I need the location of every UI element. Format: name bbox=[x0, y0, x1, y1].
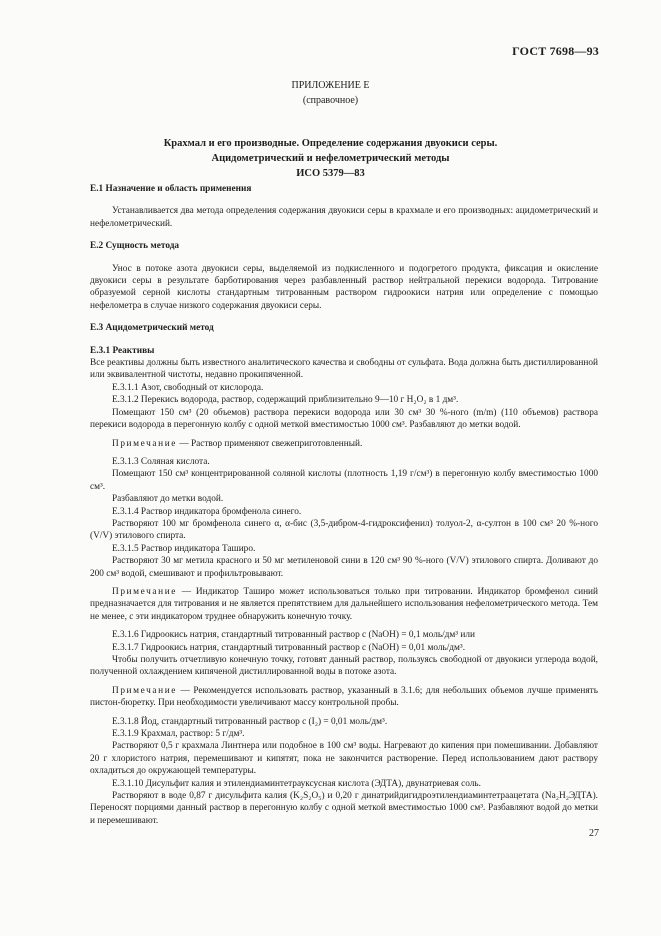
paragraph: Е.3.1.7 Гидроокись натрия, стандартный титрованный раствор c (NaOH) = 0,01 моль/дм³. bbox=[112, 642, 466, 653]
appendix-heading bbox=[0, 78, 661, 108]
paragraph: Растворяют 100 мг бромфенола синего α, α-бис (3,5-дибром-4-гидроксифенил) толуол-2, α-султон в 100 см³ 20 %-ного (V/V) этилового спирта. bbox=[90, 518, 598, 542]
paragraph: Все реактивы должны быть известного аналитического качества и свободны от сульфата. Вода должна быть дистиллированной или эквивалентной чистоты, недавно прокипяченной. bbox=[90, 358, 598, 381]
paragraph: Е.3.1.10 Дисульфит калия и этилендиаминтетрауксусная кислота (ЭДТА), двунатриевая соль. bbox=[112, 778, 481, 789]
title-line-3: ИСО 5379—83 bbox=[296, 168, 365, 179]
note-text: — Рекомендуется использовать раствор, указанный в 3.1.6; для небольших объемов лучше применять пистон-бюретку. При необходимости увеличивают массу контрольной пробы. bbox=[90, 685, 598, 709]
paragraph: Е.3.1.3 Соляная кислота. bbox=[112, 456, 210, 467]
note bbox=[90, 586, 598, 623]
title-line-1: Крахмал и его производные. Определение содержания двуокиси серы. bbox=[163, 138, 498, 149]
standard-number: ГОСТ 7698—93 bbox=[512, 44, 599, 58]
note bbox=[90, 438, 598, 450]
paragraph: Помещают 150 см³ концентрированной соляной кислоты (плотность 1,19 г/см³) в перегонную колбу вместимостью 1000 см³. bbox=[90, 469, 598, 492]
note-label: Примечание bbox=[112, 586, 177, 597]
paragraph: Е.3.1.8 Йод, стандартный титрованный раствор c (I₂) = 0,01 моль/дм³. bbox=[112, 716, 388, 727]
paragraph: Е.3.1.2 Перекись водорода, раствор, содержащий приблизительно 9—10 г H₂O₂ в 1 дм³. bbox=[112, 395, 459, 406]
note-label: Примечание bbox=[112, 685, 177, 696]
note bbox=[90, 685, 598, 710]
subsection-heading-e31: Е.3.1 Реактивы bbox=[90, 345, 155, 356]
paragraph: Растворяют 30 мг метила красного и 50 мг метиленовой сини в 120 см³ 90 %-ного (V/V) этилового спирта. Доливают до 200 см³ водой, смешивают и профильтровывают. bbox=[90, 556, 598, 579]
note-text: — Раствор применяют свежеприготовленный. bbox=[179, 438, 363, 449]
paragraph-e2: Унос в потоке азота двуокиси серы, выделяемой из подкисленного и подогретого продукта, фиксация и окисление двуокиси серы в результате барботирования через разбавленный раствор нейтральной перекиси водорода. Титрование образуемой серной кислоты стандартным титрованным раствором гидроокиси натрия или определение с помощью нефелометра в случае низкого содержания двуокиси серы. bbox=[90, 263, 598, 311]
note-text: — Индикатор Таширо может использоваться только при титровании. Индикатор бромфенол синий предназначается для титрования и не является препятствием для дальнейшего использования нефелометрического метода. Тем не менее, с эти индикатором труднее обнаружить конечную точку. bbox=[90, 586, 598, 622]
document-body bbox=[90, 183, 598, 827]
paragraph: Растворяют в воде 0,87 г дисульфита калия (K₂S₂O₅) и 0,20 г динатрийдигидроэтилендиаминтетраацетата (Na₂H₂ЭДТА). Переносят порциями данный раствор в перегонную колбу с одной меткой вместимостью 1000 см³. Разбавляют водой до метки и перемешивают. bbox=[90, 791, 598, 826]
paragraph: Е.3.1.1 Азот, свободный от кислорода. bbox=[112, 382, 264, 393]
paragraph: Чтобы получить отчетливую конечную точку, готовят данный раствор, пользуясь свободной от двуокиси углерода водой, полученной охлаждением кипяченой дистиллированной воды в потоке азота. bbox=[90, 655, 598, 678]
paragraph: Растворяют 0,5 г крахмала Линтнера или подобное в 100 см³ воды. Нагревают до кипения при помешивании. Добавляют 20 г хлористого натрия, перемешивают и кипятят, пока не закончится растворение. Перед использованием дают раствору охладиться до окружающей температуры. bbox=[90, 741, 598, 777]
paragraph: Разбавляют до метки водой. bbox=[112, 494, 224, 505]
paragraph: Помещают 150 см³ (20 объемов) раствора перекиси водорода или 30 см³ 30 %-ного (m/m) (110 объемов) раствора перекиси водорода в перегонную колбу с одной меткой вместимостью 1000 см³. Разбавляют до метки водой. bbox=[90, 407, 598, 431]
paragraph: Е.3.1.4 Раствор индикатора бромфенола синего. bbox=[112, 506, 302, 517]
paragraph: Е.3.1.5 Раствор индикатора Таширо. bbox=[112, 543, 256, 554]
document-title bbox=[0, 136, 661, 181]
paragraph-e1: Устанавливается два метода определения содержания двуокиси серы в крахмале и его производных: ацидометрический и нефелометрический. bbox=[90, 206, 598, 229]
note-label: Примечание bbox=[112, 438, 177, 449]
appendix-label: ПРИЛОЖЕНИЕ Е bbox=[291, 80, 370, 91]
section-heading-e3: Е.3 Ацидометрический метод bbox=[90, 323, 214, 334]
section-heading-e2: Е.2 Сущность метода bbox=[90, 241, 180, 252]
paragraph: Е.3.1.9 Крахмал, раствор: 5 г/дм³. bbox=[112, 729, 245, 740]
title-line-2: Ацидометрический и нефелометрический методы bbox=[211, 153, 450, 164]
section-heading-e1: Е.1 Назначение и область применения bbox=[90, 184, 252, 194]
appendix-note: (справочное) bbox=[302, 95, 359, 106]
paragraph: Е.3.1.6 Гидроокись натрия, стандартный титрованный раствор c (NaOH) = 0,1 моль/дм³ или bbox=[112, 630, 475, 641]
page-number: 27 bbox=[589, 828, 599, 839]
